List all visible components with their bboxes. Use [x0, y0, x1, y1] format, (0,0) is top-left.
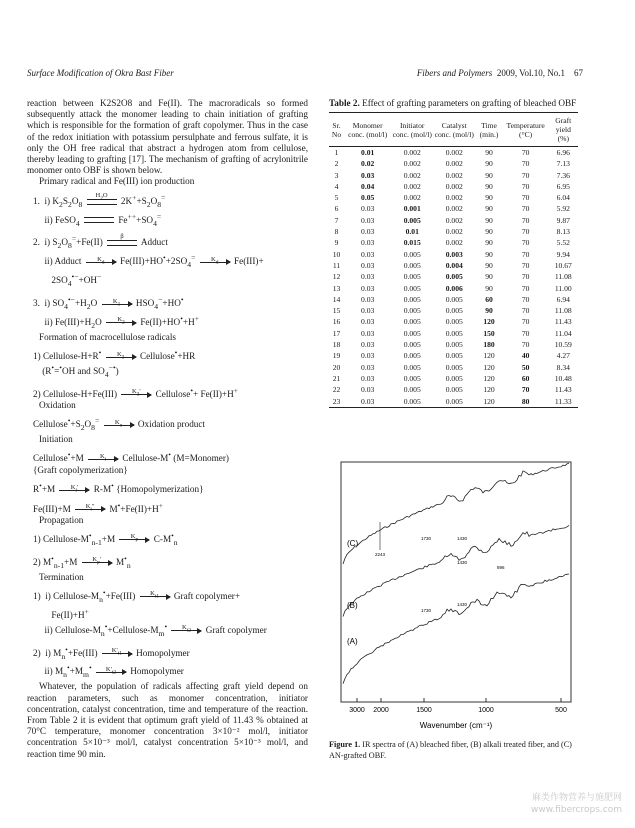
table-header-1: Monomer conc. (mol/l)	[348, 120, 388, 139]
table-cell: 70	[521, 260, 530, 270]
equation-12: 1) i) Cellulose-$M_n^•+Fe(III)$ $K_{t1}$ Graft copolymer+ Fe(II)+H+ ii) Cellulose-$M_n^•+Cellulose-M_m^•$ $K_{t2}$ Graft copolymer	[33, 587, 267, 638]
table-row	[329, 192, 578, 203]
table-cell: 60	[485, 294, 493, 304]
x-tick-label: 3000	[349, 707, 365, 714]
table-cell: 0.005	[445, 396, 463, 406]
table-cell: 120	[483, 317, 495, 327]
table-cell: 0.03	[361, 249, 375, 259]
curve-b	[343, 526, 569, 617]
equation-4: 1) Cellulose-H+R• $K_3$ Cellulose•+HR (R•=•OH and $SO_4^{-•}$)	[33, 348, 196, 380]
table-cell: 3	[334, 170, 339, 180]
table-cell: 7	[334, 215, 339, 225]
equation-10: 1) Cellulose-$M^•_{n-1}+M$ $K_p$ $C-M^•_n$	[33, 530, 178, 547]
table-cell: 0.01	[361, 148, 375, 157]
table-cell: 0.002	[403, 148, 421, 157]
table-cell: 120	[483, 373, 495, 383]
table-cell: 8.13	[556, 227, 570, 237]
table-cell: 4	[334, 181, 339, 191]
table-cell: 0.04	[361, 181, 375, 191]
table-cell: 70	[521, 170, 530, 180]
intro-paragraph: reaction between K2S2O8 and Fe(II). The macroradicals so formed subsequently attack the monomer leading to chain initiation of grafting which is responsible for the formation of graft copolymer. Thus in the case of the redox initiation with potassium persulphate and ferrous sulfate, it is only the OH free radical that abstract a hydrogen atom from cellulose, thereby leading to grafting [17]. The mechanism of grafting of acrylonitrile monomer onto OBF is shown below.	[27, 98, 308, 176]
table-cell: 70	[521, 159, 530, 169]
table-cell: 0.005	[445, 340, 463, 350]
ir-spectra-plot	[329, 456, 578, 734]
table-cell: 0.03	[361, 294, 375, 304]
table-cell: 0.03	[361, 272, 375, 282]
table-cell: 90	[485, 283, 493, 293]
table-cell: 90	[485, 159, 493, 169]
table-cell: 90	[485, 193, 493, 203]
table-cell: 0.002	[445, 181, 463, 191]
table-cell: 0.03	[361, 396, 375, 406]
table-cell: 70	[521, 272, 530, 282]
table-row	[329, 396, 578, 408]
table-row	[329, 384, 578, 395]
peak-label: 1430	[457, 560, 468, 565]
table-cell: 120	[483, 385, 495, 395]
table-row	[329, 305, 578, 316]
equation-13: 2) i) $M_n^•+Fe(III)$ $K'_{t1}$ Homopolymer ii) $M_n^•+M_m^•$ $K'_{t2}$ Homopolymer	[33, 644, 190, 680]
table-cell: 0.005	[445, 385, 463, 395]
table-cell: 0.005	[445, 317, 463, 327]
equation-9: Fe(III)+M $K_i$" M•+Fe(II)+H+	[33, 500, 164, 514]
table-cell: 10.59	[554, 340, 572, 350]
equation-3: 3. i) $SO_4^{•-}+H_2O$ $K_1$ $HSO_4^-+HO^•$ ii) $Fe(III)+H_2O$ $K_2$ Fe(II)+HO•+H+	[33, 295, 200, 330]
equation-1: 1. i) $K_2S_2O_8$ $H_2O$ $2K^++S_2O_8^=$ ii) FeSO$_4$ $Fe^{++}+SO_4^=$	[33, 191, 166, 228]
table-cell: 10.67	[554, 260, 572, 270]
table-cell: 11.08	[554, 306, 572, 316]
table-cell: 11.33	[554, 396, 572, 406]
table-header-4: Time (min.)	[479, 120, 499, 139]
table-cell: 0.002	[445, 170, 463, 180]
table-cell: 0.005	[403, 272, 421, 282]
table-cell: 9.87	[556, 215, 570, 225]
table-cell: 6.95	[556, 181, 570, 191]
table-cell: 0.005	[403, 260, 421, 270]
table-cell: 0.005	[403, 215, 421, 225]
table-caption: Table 2. Effect of grafting parameters on grafting of bleached OBF	[329, 98, 577, 108]
table-row	[329, 271, 578, 282]
table-cell: 60	[521, 373, 530, 383]
table-cell: 23	[332, 396, 341, 406]
table-cell: 6.04	[556, 193, 570, 203]
peak-label: 1730	[421, 536, 432, 541]
table-row	[329, 237, 578, 248]
table-cell: 90	[485, 272, 493, 282]
table-cell: 90	[485, 148, 493, 157]
table-cell: 9.94	[556, 249, 570, 259]
table-cell: 11.43	[554, 317, 572, 327]
table-cell: 10	[332, 249, 341, 259]
table-cell: 0.03	[361, 340, 375, 350]
table-cell: 0.03	[361, 306, 375, 316]
table-cell: 12	[332, 272, 341, 282]
table-cell: 6.96	[556, 148, 570, 157]
table-cell: 0.015	[403, 238, 421, 248]
table-cell: 70	[521, 328, 530, 338]
table-cell: 0.005	[403, 396, 421, 406]
curve-a	[343, 574, 569, 684]
table-cell: 0.002	[445, 148, 463, 157]
table-row	[329, 339, 578, 350]
table-cell: 0.03	[361, 283, 375, 293]
table-cell: 2	[334, 159, 339, 169]
table-cell: 9	[334, 238, 339, 248]
table-cell: 70	[521, 215, 530, 225]
x-axis-label: Wavenumber (cm⁻¹)	[419, 721, 493, 730]
journal-info: Fibers and Polymers 2009, Vol.10, No.1 67	[416, 68, 583, 78]
table-cell: 90	[485, 170, 493, 180]
table-cell: 7.36	[556, 170, 570, 180]
x-tick-label: 1500	[416, 707, 432, 714]
propagation-heading: Propagation	[39, 514, 84, 525]
curve-label: (C)	[347, 539, 359, 548]
table-cell: 90	[485, 260, 493, 270]
table-cell: 90	[485, 204, 493, 214]
peak-label: 1430	[457, 602, 468, 607]
table-cell: 11	[332, 260, 341, 270]
table-cell: 0.03	[361, 227, 375, 237]
table-2	[329, 98, 578, 408]
table-cell: 6.94	[556, 294, 570, 304]
table-row	[329, 249, 578, 260]
table-cell: 21	[332, 373, 341, 383]
table-cell: 0.03	[361, 385, 375, 395]
table-row	[329, 226, 578, 237]
table-cell: 0.005	[445, 373, 463, 383]
table-cell: 11.00	[554, 283, 572, 293]
termination-heading: Termination	[39, 571, 84, 582]
table-cell: 0.005	[403, 317, 421, 327]
table-cell: 0.002	[445, 193, 463, 203]
table-cell: 40	[521, 351, 530, 361]
table-cell: 5.52	[556, 238, 570, 248]
table-cell: 0.005	[403, 373, 421, 383]
peak-label: 2243	[375, 552, 386, 557]
table-cell: 0.004	[445, 260, 463, 270]
table-cell: 150	[483, 328, 495, 338]
table-cell: 70	[521, 204, 530, 214]
table-cell: 0.005	[403, 362, 421, 372]
table-cell: 0.03	[361, 238, 375, 248]
table-cell: 1	[334, 148, 339, 157]
table-cell: 90	[485, 306, 493, 316]
table-header-5: Temperature (°C)	[506, 120, 545, 139]
equation-11: 2) $M^•_{n-1}+M$ $K_p'$ $M^•_n$	[33, 553, 131, 570]
table-cell: 4.27	[556, 351, 570, 361]
table-cell: 0.03	[361, 351, 375, 361]
table-cell: 120	[483, 351, 495, 361]
table-cell: 5	[334, 193, 339, 203]
table-cell: 0.005	[403, 249, 421, 259]
table-cell: 0.005	[445, 272, 463, 282]
table-cell: 6	[334, 204, 339, 214]
table-cell: 90	[485, 238, 493, 248]
table-row	[329, 362, 578, 373]
table-cell: 22	[332, 385, 341, 395]
table-cell: 0.005	[403, 283, 421, 293]
table-cell: 0.03	[361, 328, 375, 338]
table-cell: 0.005	[403, 340, 421, 350]
table-header-3: Catalyst conc. (mol/l)	[434, 120, 474, 139]
table-cell: 18	[332, 340, 341, 350]
table-row	[329, 147, 578, 159]
table-cell: 0.03	[361, 373, 375, 383]
table-cell: 7.13	[556, 159, 570, 169]
conclusion-paragraph: Whatever, the population of radicals affecting graft yield depend on reaction parameters, such as monomer concentration, initiator concentration, catalyst concentration, time and temperature of the reaction. From Table 2 it is evident that optimum graft yield of 11.43 % obtained at 70°C temperature, monomer concentration 3×10⁻² mol/l, initiator concentration 5×10⁻³ mol/l, catalyst concentration 5×10⁻³ mol/l, and reaction time 90 min.	[27, 681, 308, 759]
equation-5: 2) Cellulose-H+Fe(III) $K_3'$ Cellulose•+ Fe(II)+H+	[33, 386, 239, 400]
oxidation-heading: Oxidation	[39, 400, 76, 411]
table-cell: 0.005	[445, 306, 463, 316]
table-cell: 0.02	[361, 159, 375, 169]
table-row	[329, 170, 578, 181]
table-cell: 70	[521, 227, 530, 237]
table-cell: 70	[521, 181, 530, 191]
running-title: Surface Modification of Okra Bast Fiber	[27, 68, 174, 78]
equation-7: Cellulose•+M $K_i$ Cellulose-M• (M=Monomer) {Graft copolymerization}	[33, 450, 229, 476]
table-cell: 0.03	[361, 215, 375, 225]
table-cell: 0.05	[361, 193, 375, 203]
table-cell: 0.002	[445, 215, 463, 225]
peak-label: 896	[497, 565, 505, 570]
formation-heading: Formation of macrocellulose radicals	[39, 331, 177, 342]
table-cell: 0.002	[445, 204, 463, 214]
table-cell: 10.48	[554, 373, 572, 383]
primary-heading: Primary radical and Fe(III) ion production	[39, 176, 195, 187]
equation-2: 2. i) $S_2O_8^=+Fe(II)$ β Adduct ii) Adduct $K_d$ $Fe(III)+HO^•+2SO_4^=$ $K_d$ Fe(III)+ $2SO_4^{•-}+OH^-$	[33, 233, 264, 289]
table-row	[329, 373, 578, 384]
table-row	[329, 350, 578, 361]
table-cell: 0.002	[403, 193, 421, 203]
table-cell: 180	[483, 340, 495, 350]
table-cell: 90	[485, 181, 493, 191]
curve-label: (B)	[347, 601, 358, 610]
table-cell: 0.002	[403, 181, 421, 191]
table-cell: 11.08	[554, 272, 572, 282]
curve-c	[343, 463, 569, 564]
table-cell: 11.43	[554, 385, 572, 395]
table-cell: 0.005	[403, 328, 421, 338]
table-cell: 0.002	[445, 159, 463, 169]
table-cell: 13	[332, 283, 341, 293]
table-row	[329, 158, 578, 169]
table-cell: 5.92	[556, 204, 570, 214]
initiation-heading: Initiation	[39, 434, 73, 445]
table-cell: 0.03	[361, 317, 375, 327]
table-cell: 0.03	[361, 204, 375, 214]
table-cell: 0.03	[361, 170, 375, 180]
table-cell: 8.34	[556, 362, 570, 372]
table-cell: 50	[521, 362, 530, 372]
table-cell: 0.005	[445, 328, 463, 338]
peak-label: 1730	[421, 608, 432, 613]
table-cell: 14	[332, 294, 341, 304]
table-cell: 90	[485, 249, 493, 259]
table-cell: 0.005	[403, 385, 421, 395]
table-cell: 0.005	[403, 351, 421, 361]
table-cell: 80	[521, 396, 530, 406]
x-tick-label: 1000	[478, 707, 494, 714]
table-row	[329, 215, 578, 226]
table-row	[329, 260, 578, 271]
watermark: 麻类作物营养与施肥网 www.fibercrops.com	[531, 793, 622, 815]
curve-label: (A)	[347, 637, 358, 646]
table-row	[329, 283, 578, 294]
table-cell: 0.005	[403, 294, 421, 304]
table-cell: 70	[521, 306, 530, 316]
table-cell: 70	[521, 294, 530, 304]
grafting-table	[329, 112, 578, 408]
table-cell: 0.002	[403, 170, 421, 180]
table-cell: 0.006	[445, 283, 463, 293]
table-header-row	[329, 113, 578, 147]
equation-8: R•+M $K_i'$ R-M• {Homopolymerization}	[33, 481, 204, 495]
figure-1	[329, 456, 578, 761]
table-cell: 8	[334, 227, 339, 237]
table-row	[329, 316, 578, 327]
table-cell: 70	[521, 317, 530, 327]
table-row	[329, 328, 578, 339]
table-cell: 0.005	[445, 351, 463, 361]
table-cell: 0.01	[405, 227, 419, 237]
table-cell: 70	[521, 249, 530, 259]
table-cell: 19	[332, 351, 341, 361]
table-cell: 70	[521, 283, 530, 293]
table-cell: 90	[485, 227, 493, 237]
table-body	[329, 147, 578, 408]
table-cell: 20	[332, 362, 341, 372]
table-cell: 0.002	[403, 159, 421, 169]
table-cell: 11.04	[554, 328, 572, 338]
peak-label: 1430	[457, 536, 468, 541]
table-header-0: Sr. No	[331, 120, 342, 139]
table-row	[329, 181, 578, 192]
table-header-6: Graft yield (%)	[555, 116, 572, 143]
table-cell: 15	[332, 306, 341, 316]
table-cell: 70	[521, 193, 530, 203]
x-tick-label: 500	[555, 707, 567, 714]
table-cell: 0.003	[445, 249, 463, 259]
table-row	[329, 294, 578, 305]
table-cell: 16	[332, 317, 341, 327]
left-column	[27, 98, 308, 760]
table-cell: 120	[483, 362, 495, 372]
figure-caption: Figure 1. IR spectra of (A) bleached fiber, (B) alkali treated fiber, and (C) AN-grafted OBF.	[329, 740, 572, 760]
table-header-2: Initiator conc. (mol/l)	[392, 120, 432, 139]
table-cell: 0.005	[403, 306, 421, 316]
table-cell: 70	[521, 385, 530, 395]
table-cell: 120	[483, 396, 495, 406]
table-row	[329, 203, 578, 214]
table-cell: 17	[332, 328, 341, 338]
table-cell: 0.002	[445, 238, 463, 248]
table-cell: 0.03	[361, 362, 375, 372]
table-cell: 0.005	[445, 362, 463, 372]
table-cell: 70	[521, 148, 530, 157]
x-tick-label: 2000	[373, 707, 389, 714]
table-cell: 0.001	[403, 204, 421, 214]
table-cell: 0.002	[445, 227, 463, 237]
table-cell: 70	[521, 340, 530, 350]
table-cell: 90	[485, 215, 493, 225]
table-cell: 0.03	[361, 260, 375, 270]
table-cell: 70	[521, 238, 530, 248]
equation-6: $Cellulose^•+S_2O_8^=$ $K_o$ Oxidation product	[33, 416, 206, 433]
table-cell: 0.005	[445, 294, 463, 304]
